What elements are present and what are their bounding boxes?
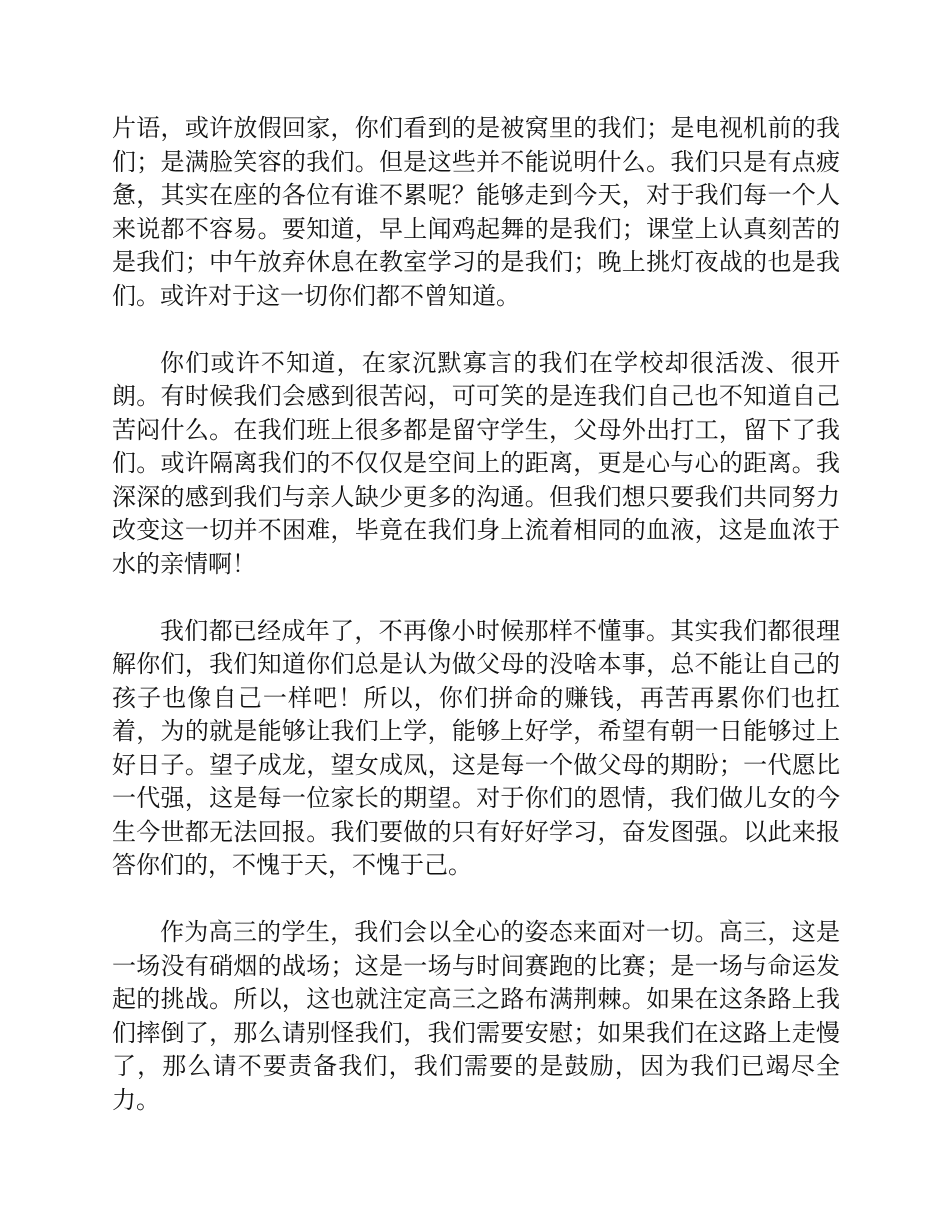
paragraph-2: 你们或许不知道，在家沉默寡言的我们在学校却很活泼、很开朗。有时候我们会感到很苦闷，可可笑的是连我们自己也不知道自己苦闷什么。在我们班上很多都是留守学生，父母外出打工，留下了我们。或许隔离我们的不仅仅是空间上的距离，更是心与心的距离。我深深的感到我们与亲人缺少更多的沟通。但我们想只要我们共同努力改变这一切并不困难，毕竟在我们身上流着相同的血液，这是血浓于水的亲情啊！ — [112, 348, 840, 578]
paragraph-1: 片语，或许放假回家，你们看到的是被窝里的我们；是电视机前的我们；是满脸笑容的我们。但是这些并不能说明什么。我们只是有点疲惫，其实在座的各位有谁不累呢？能够走到今天，对于我们每一个人来说都不容易。要知道，早上闻鸡起舞的是我们；课堂上认真刻苦的是我们；中午放弃休息在教室学习的是我们；晚上挑灯夜战的也是我们。或许对于这一切你们都不曾知道。 — [112, 114, 840, 310]
paragraph-3: 我们都已经成年了，不再像小时候那样不懂事。其实我们都很理解你们，我们知道你们总是认为做父母的没啥本事，总不能让自己的孩子也像自己一样吧！所以，你们拼命的赚钱，再苦再累你们也扛着，为的就是能够让我们上学，能够上好学，希望有朝一日能够过上好日子。望子成龙，望女成凤，这是每一个做父母的期盼；一代愿比一代强，这是每一位家长的期望。对于你们的恩情，我们做儿女的今生今世都无法回报。我们要做的只有好好学习，奋发图强。以此来报答你们的，不愧于天，不愧于己。 — [112, 616, 840, 879]
paragraph-4: 作为高三的学生，我们会以全心的姿态来面对一切。高三，这是一场没有硝烟的战场；这是一场与时间赛跑的比赛；是一场与命运发起的挑战。所以，这也就注定高三之路布满荆棘。如果在这条路上我们摔倒了，那么请别怪我们，我们需要安慰；如果我们在这路上走慢了，那么请不要责备我们，我们需要的是鼓励，因为我们已竭尽全力。 — [112, 918, 840, 1114]
document-body — [112, 112, 840, 1117]
